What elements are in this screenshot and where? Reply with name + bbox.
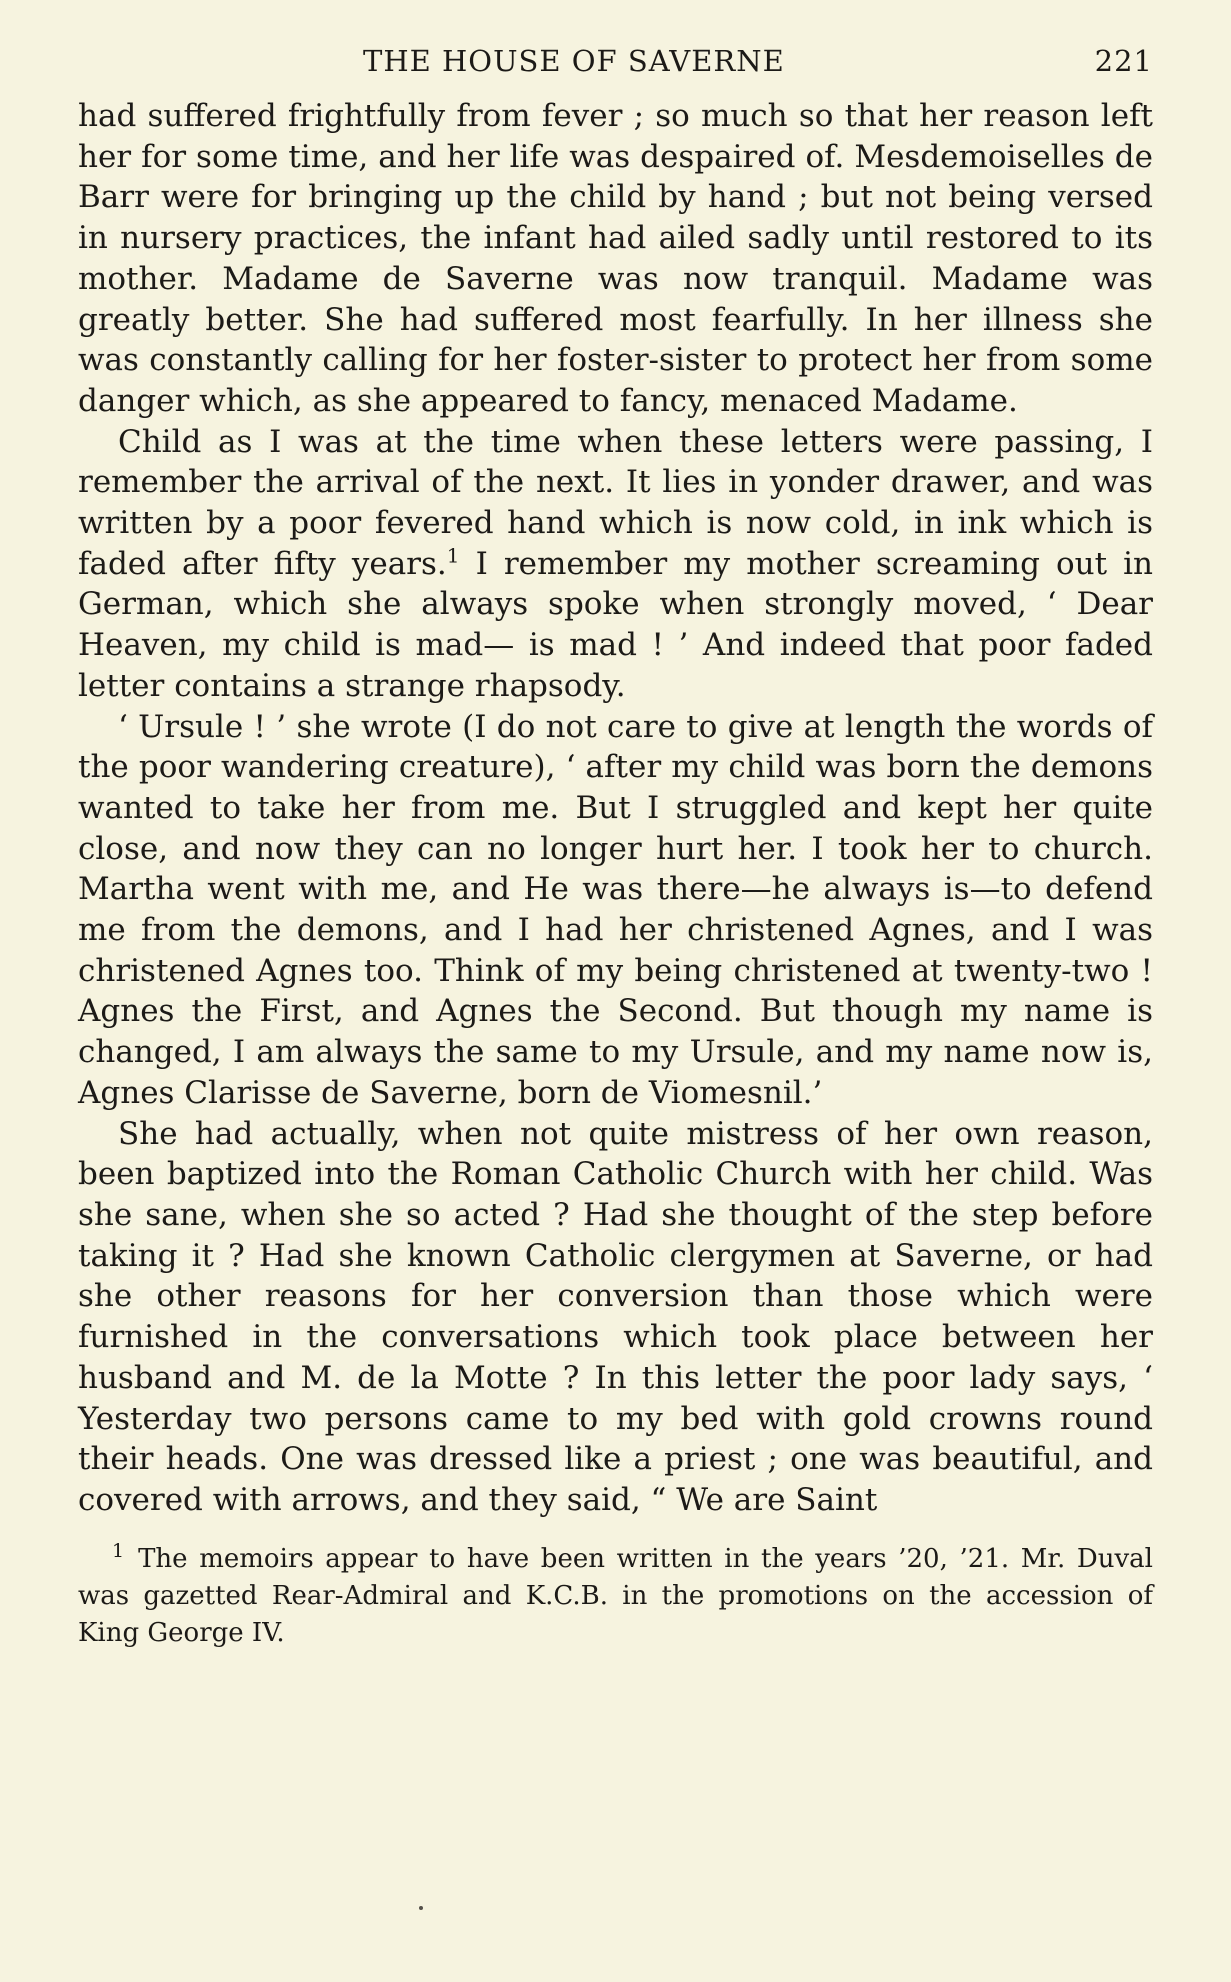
paragraph-3 [78, 707, 1153, 1114]
footnote-reference[interactable]: 1 [446, 543, 460, 568]
paragraph-2-text-before-note: Child as I was at the time when these letters were passing, I remember the arrival of the next. It lies in yonder drawer, and was written by a poor fevered hand which is now cold, in ink which is faded after fifty years. [78, 423, 1153, 582]
paragraph-1-text: had suffered frightfully from fever ; so much so that her reason left her for some time, and her life was despaired of. Mesdemoiselles de Barr were for bringing up the child by hand ; but not being versed in nursery practices, the infant had ailed sadly until restored to its mother. Madame de Saverne was now tranquil. Madame was greatly better. She had suffered most fearfully. In her illness she was constantly calling for her foster-sister to protect her from some danger which, as she appeared to fancy, menaced Madame. [78, 98, 1153, 419]
running-title: THE HOUSE OF SAVERNE [363, 44, 785, 78]
footnote-1 [78, 1541, 1153, 1652]
body-text [78, 96, 1153, 1521]
paragraph-4-text: She had actually, when not quite mistress of her own reason, been baptized into the Roman Catholic Church with her child. Was she sane, when she so acted ? Had she thought of the step before taking it ? Had she known Catholic clergymen at Saverne, or had she other reasons for her conversion than those which were furnished in the conversations which took place between her husband and M. de la Motte ? In this letter the poor lady says, ‘ Yesterday two persons came to my bed with gold crowns round their heads. One was dressed like a priest ; one was beautiful, and covered with arrows, and they said, “ We are Saint [78, 1115, 1153, 1518]
paragraph-1 [78, 96, 1153, 422]
page-speck [419, 1906, 423, 1910]
paragraph-2-text-after-note: I remember my mother screaming out in German, which she always spoke when strongly moved, ‘ Dear Heaven, my child is mad— is mad ! ’ And indeed that poor faded letter contains a strange rhapsody. [78, 545, 1153, 704]
footnotes [78, 1541, 1153, 1652]
footnote-text: The memoirs appear to have been written in the years ’20, ’21. Mr. Duval was gazetted Rear-Admiral and K.C.B. in the promotions on the accession of King George IV. [78, 1543, 1153, 1648]
running-head [78, 44, 1153, 96]
footnote-marker: 1 [112, 1539, 125, 1562]
paragraph-3-text: ‘ Ursule ! ’ she wrote (I do not care to give at length the words of the poor wandering creature), ‘ after my child was born the demons wanted to take her from me. But I struggled and kept her quite close, and now they can no longer hurt her. I took her to church. Martha went with me, and He was there—he always is—to defend me from the demons, and I had her christened Agnes, and I was christened Agnes too. Think of my being christened at twenty-two ! Agnes the First, and Agnes the Second. But though my name is changed, I am always the same to my Ursule, and my name now is, Agnes Clarisse de Saverne, born de Viomesnil.’ [78, 708, 1153, 1111]
page-number: 221 [1094, 44, 1153, 78]
paragraph-2 [78, 422, 1153, 707]
book-page [78, 44, 1153, 1652]
paragraph-4 [78, 1114, 1153, 1521]
